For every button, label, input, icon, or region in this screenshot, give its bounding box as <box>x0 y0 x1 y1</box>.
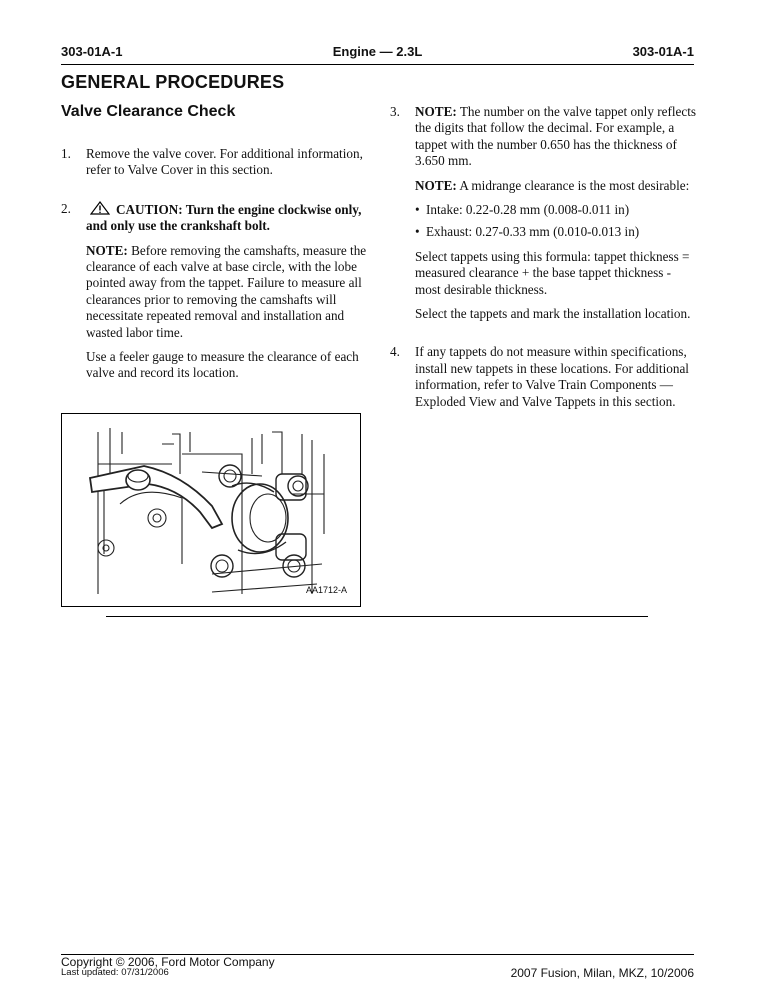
section-end-rule <box>106 616 648 617</box>
header-rule <box>61 64 694 65</box>
note-label: NOTE: <box>86 242 128 258</box>
footer-last-updated: Last updated: 07/31/2006 <box>61 967 169 978</box>
page-header <box>61 44 694 64</box>
step-4-text: If any tappets do not measure within specifications, install new tappets in these locations. For additional information, refer to Valve Train Components — Exploded View and Valve Tappets in this section. <box>415 344 689 409</box>
section-title: GENERAL PROCEDURES <box>61 72 285 92</box>
note-label: NOTE: <box>415 104 457 119</box>
step-number: 2. <box>61 200 71 216</box>
step-2-text: Use a feeler gauge to measure the clearance of each valve and record its location. <box>86 349 359 381</box>
step-3-select: Select the tappets and mark the installation location. <box>415 306 691 322</box>
header-title: Engine — 2.3L <box>332 44 423 59</box>
left-column <box>61 146 367 398</box>
step-3-formula: Select tappets using this formula: tappet thickness = measured clearance + the base tappet thickness - most desirable thickness. <box>415 248 690 297</box>
footer-copyright: Copyright © 2006, Ford Motor Company <box>61 955 275 969</box>
note-text: The number on the valve tappet only reflects the digits that follow the decimal. For example, a tappet with the number 0.650 has the thickness of 3.650 mm. <box>415 104 697 169</box>
step-1 <box>61 146 367 179</box>
step-number: 1. <box>61 146 71 161</box>
figure-id: AA1712-A <box>305 585 347 595</box>
step-3-note-2 <box>415 178 696 194</box>
list-item-text: Intake: 0.22-0.28 mm (0.008-0.011 in) <box>426 202 630 218</box>
figure-feeler-gauge <box>61 413 361 607</box>
step-1-text: Remove the valve cover. For additional information, refer to Valve Cover in this section. <box>86 146 363 178</box>
step-number: 3. <box>390 104 400 119</box>
footer-publication: 2007 Fusion, Milan, MKZ, 10/2006 <box>510 966 694 980</box>
step-2-note <box>86 243 367 341</box>
feeler-gauge-illustration-icon <box>62 414 360 606</box>
step-4 <box>390 344 696 410</box>
note-text: A midrange clearance is the most desirable: <box>456 177 690 193</box>
bullet-icon: • <box>415 224 420 240</box>
right-column <box>390 104 696 426</box>
caution-statement <box>86 201 367 235</box>
bullet-icon: • <box>415 202 420 218</box>
step-2 <box>61 201 367 382</box>
step-3 <box>390 104 696 322</box>
note-label: NOTE: <box>415 177 457 193</box>
caution-text: CAUTION: Turn the engine clockwise only, and only use the crankshaft bolt. <box>86 201 362 234</box>
procedure-title: Valve Clearance Check <box>61 103 236 120</box>
clearance-list <box>415 202 696 241</box>
header-section-code-right: 303-01A-1 <box>632 44 694 59</box>
list-item-text: Exhaust: 0.27-0.33 mm (0.010-0.013 in) <box>426 224 640 240</box>
note-text: Before removing the camshafts, measure the clearance of each valve at base circle, with the lobe pointed away from the tappet. Failure to measure all clearances prior to removing the camshafts will necessitate repeated removal and installation and wasted labor time. <box>86 242 367 340</box>
list-item <box>415 224 696 240</box>
list-item <box>415 202 696 218</box>
caution-triangle-icon <box>90 201 110 215</box>
step-3-note-1 <box>415 104 696 170</box>
step-number: 4. <box>390 344 400 360</box>
header-section-code-left: 303-01A-1 <box>61 44 123 59</box>
